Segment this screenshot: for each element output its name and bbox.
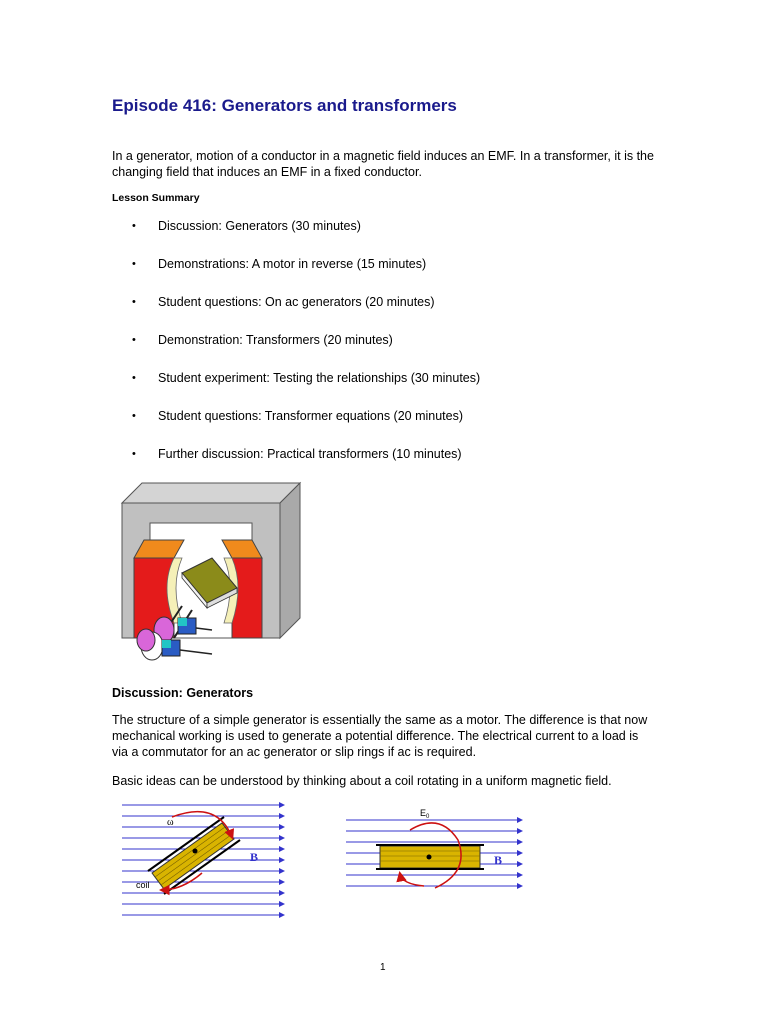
bullet-icon: • bbox=[132, 258, 136, 270]
bullet-icon: • bbox=[132, 334, 136, 346]
list-item-text: Further discussion: Practical transformers (10 minutes) bbox=[158, 447, 462, 461]
list-item-text: Discussion: Generators (30 minutes) bbox=[158, 219, 361, 233]
omega-label: ω bbox=[167, 817, 174, 828]
body-paragraph: The structure of a simple generator is essentially the same as a motor. The difference is that now mechanical working is used to generate a potential difference. The electrical current to a load is via a commutator for an ac generator or slip rings if ac is required. bbox=[112, 713, 648, 759]
bullet-icon: • bbox=[132, 410, 136, 422]
list-item-text: Student questions: On ac generators (20 minutes) bbox=[158, 295, 435, 309]
coil-label: coil bbox=[136, 880, 150, 890]
rotating-coil-diagram bbox=[112, 795, 292, 925]
list-item bbox=[112, 370, 480, 389]
list-item-text: Demonstrations: A motor in reverse (15 minutes) bbox=[158, 257, 427, 271]
page-number: 1 bbox=[380, 962, 386, 973]
field-b-label: B bbox=[494, 853, 503, 867]
emf-label: $E_0$ bbox=[420, 808, 430, 820]
list-item bbox=[112, 446, 480, 465]
list-item-text: Student experiment: Testing the relationships (30 minutes) bbox=[158, 371, 481, 385]
bullet-icon: • bbox=[132, 220, 136, 232]
list-item bbox=[112, 332, 480, 351]
intro-paragraph: In a generator, motion of a conductor in a magnetic field induces an EMF. In a transformer, it is the changing field that induces an EMF in a fixed conductor. bbox=[112, 149, 654, 179]
list-item bbox=[112, 256, 480, 275]
horizontal-coil-diagram bbox=[340, 800, 530, 900]
lesson-list bbox=[112, 218, 480, 484]
list-item-text: Student questions: Transformer equations (20 minutes) bbox=[158, 409, 464, 423]
bullet-icon: • bbox=[132, 372, 136, 384]
body-paragraph: Basic ideas can be understood by thinking about a coil rotating in a uniform magnetic field. bbox=[112, 774, 612, 788]
list-item bbox=[112, 294, 480, 313]
page-title: Episode 416: Generators and transformers bbox=[112, 96, 457, 115]
section-heading: Discussion: Generators bbox=[112, 686, 254, 700]
list-item-text: Demonstration: Transformers (20 minutes) bbox=[158, 333, 393, 347]
list-item bbox=[112, 408, 480, 427]
bullet-icon: • bbox=[132, 448, 136, 460]
bullet-icon: • bbox=[132, 296, 136, 308]
field-b-label: B bbox=[250, 850, 259, 864]
list-item bbox=[112, 218, 480, 237]
generator-illustration bbox=[112, 478, 302, 668]
lesson-summary-heading: Lesson Summary bbox=[112, 192, 200, 204]
